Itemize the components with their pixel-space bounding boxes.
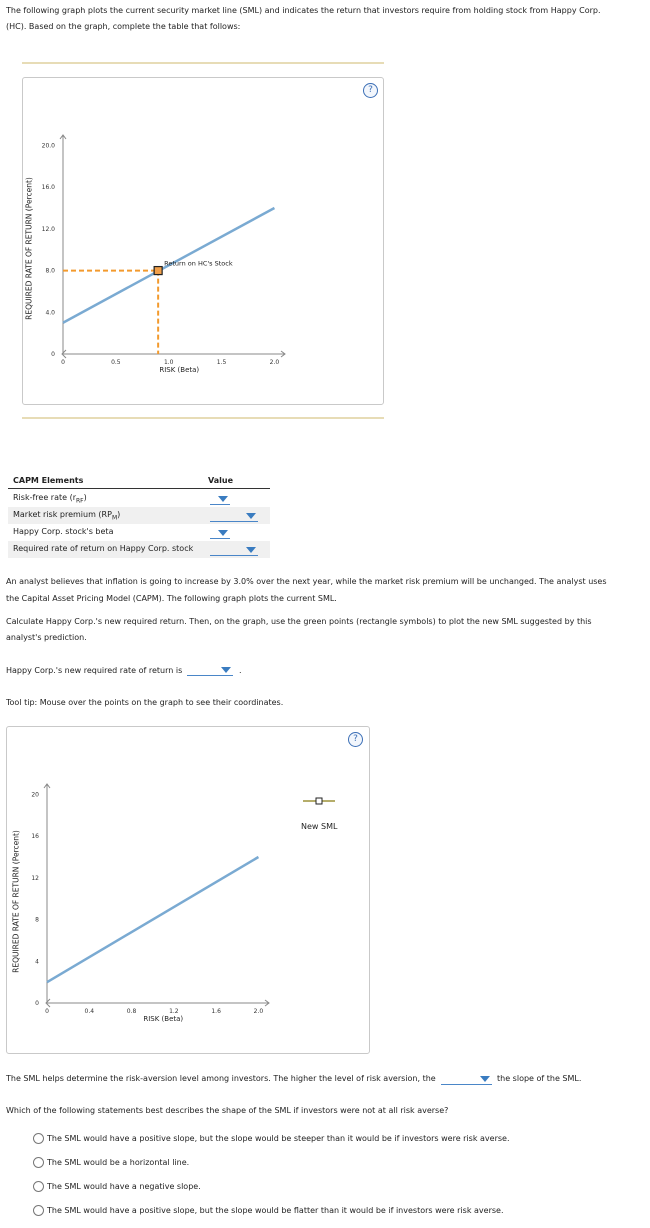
y-tick-label: 20.0 bbox=[41, 142, 55, 150]
beta-label: Happy Corp. stock's beta bbox=[13, 527, 114, 536]
hc-point-label: Return on HC's Stock bbox=[164, 259, 233, 268]
table-header-rule bbox=[8, 488, 270, 489]
risk-free-label: Risk-free rate (r bbox=[13, 493, 76, 502]
x-tick-label: 0.4 bbox=[84, 1008, 95, 1015]
market-risk-premium-label: Market risk premium (RP bbox=[13, 510, 112, 519]
shape-option-3-radio[interactable] bbox=[33, 1181, 44, 1192]
y-tick-label: 20 bbox=[31, 791, 39, 799]
chevron-down-icon bbox=[480, 1076, 490, 1082]
chevron-down-icon bbox=[218, 530, 228, 536]
graph1-help-icon[interactable]: ? bbox=[363, 83, 378, 98]
new-return-period: . bbox=[239, 666, 242, 675]
shape-option-1-label[interactable]: The SML would have a positive slope, but the slope would be steeper than it would be if investors were risk averse. bbox=[47, 1134, 510, 1143]
x-tick-label: 0 bbox=[61, 359, 65, 366]
legend-new-sml-label: New SML bbox=[301, 822, 338, 831]
risk-free-tail: ) bbox=[83, 493, 87, 502]
intro-line-2: (HC). Based on the graph, complete the table that follows: bbox=[6, 22, 241, 31]
table-row-market-risk-premium bbox=[8, 507, 270, 524]
graph1-panel bbox=[22, 77, 384, 405]
graph2-chart bbox=[7, 727, 369, 1053]
calc-line-1: Calculate Happy Corp.'s new required return. Then, on the graph, use the green points (rectangle symbols) to plot the new SML suggested by this bbox=[6, 617, 592, 626]
slope-question-after: the slope of the SML. bbox=[497, 1074, 582, 1083]
x-tick-label: 2.0 bbox=[253, 1008, 264, 1015]
x-tick-label: 0.8 bbox=[126, 1008, 137, 1015]
divider-top-graph1 bbox=[22, 62, 384, 64]
sml-line bbox=[47, 857, 258, 982]
market-risk-premium-tail: ) bbox=[117, 510, 121, 519]
divider-bottom-graph1 bbox=[22, 417, 384, 419]
x-tick-label: 1.5 bbox=[216, 359, 227, 366]
graph1-y-axis-title: REQUIRED RATE OF RETURN (Percent) bbox=[24, 177, 34, 320]
y-tick-label: 0 bbox=[35, 1000, 39, 1007]
graph2-panel bbox=[6, 726, 370, 1054]
market-risk-premium-dropdown[interactable] bbox=[210, 510, 258, 522]
chevron-down-icon bbox=[246, 547, 256, 553]
chevron-down-icon bbox=[218, 496, 228, 502]
required-return-dropdown[interactable] bbox=[210, 544, 258, 556]
x-tick-label: 2.0 bbox=[269, 359, 280, 366]
legend-new-sml-marker bbox=[316, 798, 322, 804]
y-tick-label: 4.0 bbox=[45, 309, 55, 317]
hc-point-marker bbox=[154, 267, 162, 275]
table-row-risk-free bbox=[8, 490, 270, 507]
y-tick-label: 16 bbox=[31, 833, 39, 841]
shape-option-4-radio[interactable] bbox=[33, 1205, 44, 1216]
y-tick-label: 0 bbox=[51, 351, 55, 358]
graph2-help-icon[interactable]: ? bbox=[348, 732, 363, 747]
shape-option-2-radio[interactable] bbox=[33, 1157, 44, 1168]
tooltip-text: Tool tip: Mouse over the points on the graph to see their coordinates. bbox=[6, 698, 284, 707]
y-tick-label: 4 bbox=[35, 958, 39, 966]
table-row-required-return bbox=[8, 541, 270, 558]
graph2-y-axis-title: REQUIRED RATE OF RETURN (Percent) bbox=[11, 830, 21, 973]
market-risk-premium-sub: M bbox=[111, 514, 118, 522]
shape-option-3-label[interactable]: The SML would have a negative slope. bbox=[47, 1182, 201, 1191]
table-header-elements: CAPM Elements bbox=[13, 476, 84, 485]
shape-option-4-label[interactable]: The SML would have a positive slope, but the slope would be flatter than it would be if investors were risk averse. bbox=[47, 1206, 504, 1215]
beta-dropdown[interactable] bbox=[210, 527, 230, 539]
table-header-value: Value bbox=[208, 476, 234, 485]
y-tick-label: 12.0 bbox=[41, 225, 55, 233]
chevron-down-icon bbox=[246, 513, 256, 519]
y-tick-label: 12 bbox=[31, 874, 39, 882]
shape-option-1-radio[interactable] bbox=[33, 1133, 44, 1144]
analyst-line-2: the Capital Asset Pricing Model (CAPM). The following graph plots the current SML. bbox=[6, 594, 337, 603]
shape-question: Which of the following statements best describes the shape of the SML if investors were not at all risk averse? bbox=[6, 1106, 449, 1115]
x-tick-label: 1.6 bbox=[211, 1008, 221, 1015]
risk-free-sub: RF bbox=[76, 497, 84, 505]
slope-dropdown[interactable] bbox=[441, 1073, 492, 1085]
y-tick-label: 8 bbox=[35, 916, 39, 924]
risk-free-dropdown[interactable] bbox=[210, 493, 230, 505]
y-tick-label: 8.0 bbox=[45, 267, 55, 275]
x-tick-label: 0.5 bbox=[111, 359, 121, 366]
required-return-label: Required rate of return on Happy Corp. stock bbox=[13, 544, 194, 553]
x-tick-label: 0 bbox=[45, 1008, 49, 1015]
new-return-dropdown[interactable] bbox=[187, 664, 233, 676]
calc-line-2: analyst's prediction. bbox=[6, 633, 87, 642]
new-return-label: Happy Corp.'s new required rate of return is bbox=[6, 666, 183, 675]
y-tick-label: 16.0 bbox=[41, 184, 55, 192]
x-axis-title: RISK (Beta) bbox=[143, 1015, 184, 1023]
graph1-chart bbox=[23, 78, 383, 404]
shape-option-2-label[interactable]: The SML would be a horizontal line. bbox=[47, 1158, 190, 1167]
chevron-down-icon bbox=[221, 667, 231, 673]
table-row-beta bbox=[8, 524, 270, 541]
analyst-line-1: An analyst believes that inflation is going to increase by 3.0% over the next year, while the market risk premium will be unchanged. The analyst uses bbox=[6, 577, 607, 586]
x-tick-label: 1.2 bbox=[169, 1008, 179, 1015]
intro-line-1: The following graph plots the current security market line (SML) and indicates the return that investors require from holding stock from Happy Corp. bbox=[6, 6, 601, 15]
slope-question-before: The SML helps determine the risk-aversion level among investors. The higher the level of risk aversion, the bbox=[6, 1074, 436, 1083]
x-tick-label: 1.0 bbox=[163, 359, 174, 366]
x-axis-title: RISK (Beta) bbox=[159, 366, 200, 374]
